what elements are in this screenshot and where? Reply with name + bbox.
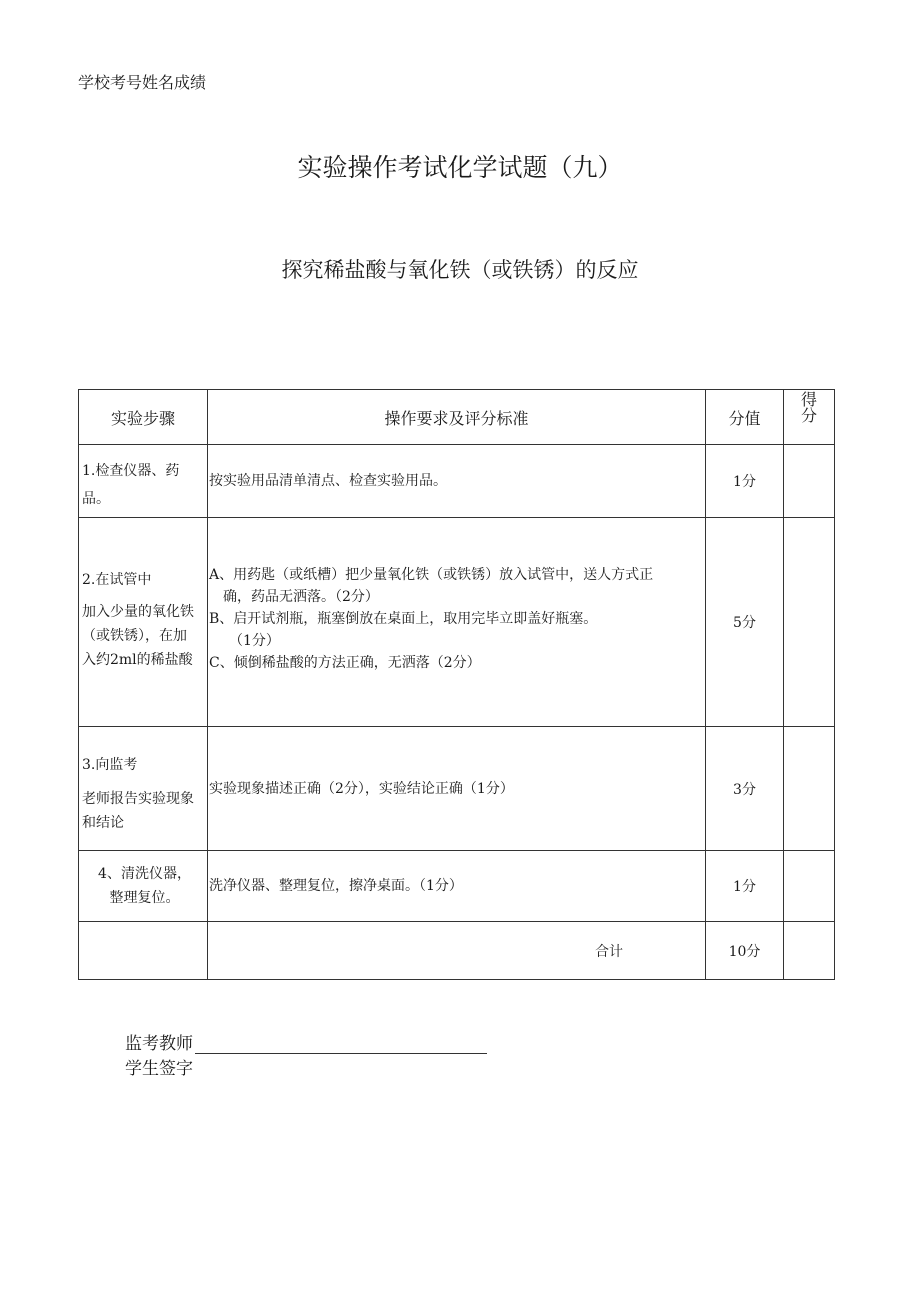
criteria-text: B、启开试剂瓶，瓶塞倒放在桌面上，取用完毕立即盖好瓶塞。 bbox=[209, 611, 598, 627]
criteria-text: 实验现象描述正确（2分），实验结论正确（1分） bbox=[209, 780, 514, 797]
table-row bbox=[79, 518, 835, 727]
criteria-cell bbox=[208, 727, 706, 851]
step-text: 入约2ml的稀盐酸 bbox=[82, 652, 193, 668]
criteria-text: （1分） bbox=[229, 633, 280, 649]
score-header-line1: 得 bbox=[800, 390, 817, 409]
criteria-text: A、用药匙（或纸槽）把少量氧化铁（或铁锈）放入试管中，送人方式正 bbox=[209, 567, 654, 583]
score-cell[interactable] bbox=[784, 727, 835, 851]
column-header-points: 分值 bbox=[706, 390, 784, 445]
step-cell bbox=[79, 445, 208, 518]
teacher-signature bbox=[125, 1029, 487, 1054]
page-title: 实验操作考试化学试题（九） bbox=[297, 153, 623, 182]
step-text: 老师报告实验现象 bbox=[82, 790, 194, 807]
header-info-line: 学校考号姓名成绩 bbox=[78, 73, 207, 92]
criteria-cell bbox=[208, 851, 706, 922]
criteria-cell bbox=[208, 518, 706, 727]
step-text: 和结论 bbox=[82, 814, 124, 831]
step-text: 3.向监考 bbox=[82, 756, 138, 773]
criteria-cell bbox=[208, 445, 706, 518]
step-text: 4、清洗仪器， bbox=[98, 866, 191, 882]
score-cell[interactable] bbox=[784, 851, 835, 922]
table-row bbox=[79, 851, 835, 922]
total-label: 合计 bbox=[208, 922, 706, 980]
points-cell: 3分 bbox=[706, 727, 784, 851]
step-cell bbox=[79, 518, 208, 727]
score-cell[interactable] bbox=[784, 518, 835, 727]
table-row bbox=[79, 445, 835, 518]
column-header-criteria: 操作要求及评分标准 bbox=[208, 390, 706, 445]
table-total-row bbox=[79, 922, 835, 980]
table-header-row bbox=[79, 390, 835, 445]
step-cell bbox=[79, 851, 208, 922]
points-cell: 1分 bbox=[706, 445, 784, 518]
grading-table bbox=[78, 389, 835, 980]
score-header-line2: 分 bbox=[800, 406, 817, 425]
criteria-text: 按实验用品清单清点、检查实验用品。 bbox=[209, 473, 447, 489]
student-signature bbox=[125, 1054, 193, 1079]
column-header-step: 实验步骤 bbox=[79, 390, 208, 445]
teacher-signature-label: 监考教师 bbox=[125, 1034, 193, 1054]
page-subtitle: 探究稀盐酸与氧化铁（或铁锈）的反应 bbox=[281, 258, 639, 282]
step-text: 品。 bbox=[82, 491, 110, 507]
step-text: （或铁锈），在加 bbox=[82, 628, 187, 644]
criteria-text: 确，药品无洒落。（2分） bbox=[223, 589, 379, 605]
points-cell: 1分 bbox=[706, 851, 784, 922]
score-cell[interactable] bbox=[784, 445, 835, 518]
criteria-text: C、倾倒稀盐酸的方法正确，无洒落（2分） bbox=[209, 655, 481, 671]
total-points: 10分 bbox=[706, 922, 784, 980]
step-text: 1.检查仪器、药 bbox=[82, 463, 180, 479]
teacher-signature-line[interactable] bbox=[195, 1038, 487, 1054]
points-cell: 5分 bbox=[706, 518, 784, 727]
step-text: 2.在试管中 bbox=[82, 572, 152, 588]
step-cell bbox=[79, 727, 208, 851]
total-empty-cell bbox=[79, 922, 208, 980]
criteria-text: 洗净仪器、整理复位，擦净桌面。（1分） bbox=[209, 878, 463, 894]
student-signature-label: 学生签字 bbox=[125, 1059, 193, 1079]
total-score-cell[interactable] bbox=[784, 922, 835, 980]
table-row bbox=[79, 727, 835, 851]
step-text: 整理复位。 bbox=[109, 890, 180, 906]
step-text: 加入少量的氧化铁 bbox=[82, 604, 194, 620]
column-header-score bbox=[784, 390, 835, 445]
